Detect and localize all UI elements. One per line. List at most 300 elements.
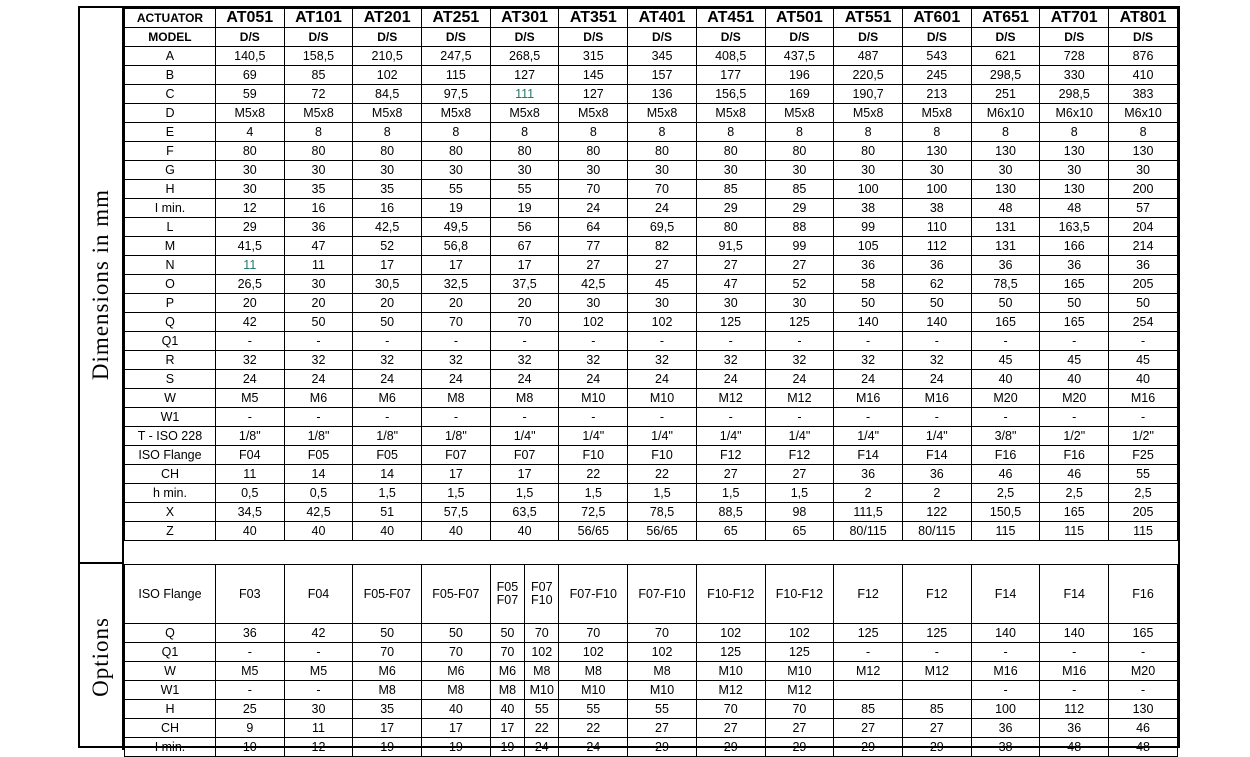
data-cell: 48 <box>971 199 1040 218</box>
data-cell: 2 <box>902 484 971 503</box>
data-cell: 27 <box>696 465 765 484</box>
data-cell: 30 <box>490 161 559 180</box>
data-cell: 72,5 <box>559 503 628 522</box>
data-cell: 62 <box>902 275 971 294</box>
data-cell: M5x8 <box>422 104 491 123</box>
data-cell: 57 <box>1109 199 1178 218</box>
model-type-cell: D/S <box>1040 28 1109 47</box>
data-cell: 29 <box>765 199 834 218</box>
data-cell: 19 <box>422 199 491 218</box>
data-cell: 24 <box>628 199 697 218</box>
data-cell: 45 <box>1040 351 1109 370</box>
data-cell: 196 <box>765 66 834 85</box>
data-cell: 50 <box>1109 294 1178 313</box>
data-cell: 30 <box>696 161 765 180</box>
data-cell: - <box>284 332 353 351</box>
table-row <box>125 123 1178 142</box>
data-cell: M10 <box>696 662 765 681</box>
data-cell: - <box>353 332 422 351</box>
data-cell: 30 <box>628 161 697 180</box>
column-header-at401: AT401 <box>628 9 697 28</box>
data-cell: - <box>1040 681 1109 700</box>
data-cell: 55 <box>422 180 491 199</box>
column-header-at701: AT701 <box>1040 9 1109 28</box>
data-cell: M5x8 <box>490 104 559 123</box>
data-cell: M16 <box>971 662 1040 681</box>
data-cell: 130 <box>1040 142 1109 161</box>
data-cell: 17 <box>490 256 559 275</box>
data-cell: 26,5 <box>215 275 284 294</box>
row-label: X <box>125 503 216 522</box>
data-cell: 32 <box>490 351 559 370</box>
data-cell: 1/4" <box>902 427 971 446</box>
data-cell: - <box>284 643 353 662</box>
data-cell: F07 F10 <box>525 565 559 623</box>
data-cell: 3/8" <box>971 427 1040 446</box>
data-cell: 8 <box>696 123 765 142</box>
data-cell: - <box>765 408 834 427</box>
data-cell: 17 <box>353 256 422 275</box>
data-cell: M10 <box>559 389 628 408</box>
row-label: B <box>125 66 216 85</box>
data-cell: 115 <box>422 66 491 85</box>
model-type-cell: D/S <box>422 28 491 47</box>
data-cell: 100 <box>971 700 1040 719</box>
data-cell: 190,7 <box>834 85 903 104</box>
data-cell: 40 <box>353 522 422 541</box>
data-cell: 200 <box>1109 180 1178 199</box>
data-cell: 111,5 <box>834 503 903 522</box>
data-cell: 29 <box>628 738 697 757</box>
data-cell: 55 <box>628 700 697 719</box>
data-cell: 70 <box>500 645 515 659</box>
data-cell: 80 <box>559 142 628 161</box>
data-cell: 102 <box>559 643 628 662</box>
data-cell: 8 <box>765 123 834 142</box>
data-cell: F10 <box>559 446 628 465</box>
data-cell: 16 <box>353 199 422 218</box>
data-cell: 140 <box>902 313 971 332</box>
data-cell: - <box>902 332 971 351</box>
data-cell: 22 <box>559 719 628 738</box>
table-row <box>125 465 1178 484</box>
data-cell: 125 <box>696 313 765 332</box>
data-cell: - <box>1109 332 1178 351</box>
data-cell: 408,5 <box>696 47 765 66</box>
data-cell: 268,5 <box>490 47 559 66</box>
data-cell: 8 <box>1109 123 1178 142</box>
data-cell: 30 <box>422 161 491 180</box>
row-label: Q <box>125 313 216 332</box>
data-cell: 30 <box>559 294 628 313</box>
data-cell: 110 <box>902 218 971 237</box>
data-cell <box>834 681 903 700</box>
data-cell: 42 <box>215 313 284 332</box>
data-cell: F16 <box>1109 565 1178 624</box>
data-cell: - <box>696 408 765 427</box>
data-cell: F05-F07 <box>422 565 491 624</box>
data-cell: 84,5 <box>353 85 422 104</box>
row-label: E <box>125 123 216 142</box>
data-cell: 50 <box>353 624 422 643</box>
data-cell: 19 <box>490 199 559 218</box>
data-cell: 131 <box>971 218 1040 237</box>
model-type-cell: D/S <box>628 28 697 47</box>
data-cell: 80/115 <box>902 522 971 541</box>
data-cell: 140 <box>1040 624 1109 643</box>
data-cell: 383 <box>1109 85 1178 104</box>
data-cell: 29 <box>902 738 971 757</box>
data-cell: 163,5 <box>1040 218 1109 237</box>
data-cell: 35 <box>353 180 422 199</box>
data-cell: 205 <box>1109 503 1178 522</box>
data-cell: 72 <box>284 85 353 104</box>
data-cell: 122 <box>902 503 971 522</box>
table-row <box>125 503 1178 522</box>
data-cell: F05 <box>284 446 353 465</box>
model-type-cell: D/S <box>353 28 422 47</box>
data-cell: 8 <box>353 123 422 142</box>
data-cell: 2 <box>834 484 903 503</box>
data-cell: 27 <box>834 719 903 738</box>
data-cell: 40 <box>215 522 284 541</box>
data-cell: 130 <box>902 142 971 161</box>
options-table-body <box>125 565 1178 757</box>
data-cell: F05 <box>353 446 422 465</box>
data-cell: 41,5 <box>215 237 284 256</box>
data-cell: 131 <box>971 237 1040 256</box>
data-cell: 24 <box>525 738 559 756</box>
data-cell: - <box>490 332 559 351</box>
data-cell: 80 <box>284 142 353 161</box>
data-cell: - <box>1040 643 1109 662</box>
data-cell: 55 <box>559 700 628 719</box>
data-cell: 1,5 <box>353 484 422 503</box>
table-row <box>125 47 1178 66</box>
data-cell: M16 <box>902 389 971 408</box>
data-cell: 9 <box>215 719 284 738</box>
row-label: T - ISO 228 <box>125 427 216 446</box>
data-cell: 30 <box>353 161 422 180</box>
column-header-at501: AT501 <box>765 9 834 28</box>
data-cell: 19 <box>500 740 515 754</box>
row-label: W <box>125 662 216 681</box>
data-cell: 102 <box>559 313 628 332</box>
data-cell: 70 <box>422 313 491 332</box>
data-cell: F25 <box>1109 446 1178 465</box>
table-row <box>125 662 1178 681</box>
data-cell: M5x8 <box>353 104 422 123</box>
data-cell: 298,5 <box>971 66 1040 85</box>
data-cell: 91,5 <box>696 237 765 256</box>
data-cell: 130 <box>1040 180 1109 199</box>
data-cell: 130 <box>1109 142 1178 161</box>
data-cell: - <box>696 332 765 351</box>
data-cell: 65 <box>765 522 834 541</box>
data-cell: 130 <box>971 180 1040 199</box>
data-cell: 20 <box>215 294 284 313</box>
data-cell: M6 <box>353 389 422 408</box>
header-model: MODEL <box>125 28 216 47</box>
table-row <box>125 370 1178 389</box>
data-cell: 38 <box>971 738 1040 757</box>
data-cell: 49,5 <box>422 218 491 237</box>
table-row <box>125 700 1178 719</box>
data-cell: 102 <box>628 643 697 662</box>
data-cell: 2,5 <box>1040 484 1109 503</box>
data-cell: M5x8 <box>284 104 353 123</box>
data-cell: 55 <box>525 700 559 718</box>
row-label: G <box>125 161 216 180</box>
data-cell: 115 <box>1109 522 1178 541</box>
data-cell: - <box>902 643 971 662</box>
data-cell: 35 <box>353 700 422 719</box>
data-cell: 70 <box>559 624 628 643</box>
data-cell: 40 <box>284 522 353 541</box>
data-cell: 24 <box>628 370 697 389</box>
data-cell: 1/4" <box>628 427 697 446</box>
data-cell: 125 <box>765 643 834 662</box>
section-label-dimensions <box>80 8 124 564</box>
data-cell: 20 <box>490 294 559 313</box>
row-label: Z <box>125 522 216 541</box>
data-cell: 8 <box>834 123 903 142</box>
data-cell: 29 <box>696 738 765 757</box>
row-label: L <box>125 218 216 237</box>
data-cell: 80 <box>696 142 765 161</box>
data-cell: 52 <box>353 237 422 256</box>
data-cell: 80 <box>696 218 765 237</box>
data-cell: F04 <box>215 446 284 465</box>
data-cell: 251 <box>971 85 1040 104</box>
data-cell: M5x8 <box>628 104 697 123</box>
table-row <box>125 681 1178 700</box>
data-cell: 32 <box>765 351 834 370</box>
data-cell: M8 <box>525 662 559 680</box>
data-cell: M10 <box>525 681 559 699</box>
data-cell: 2,5 <box>1109 484 1178 503</box>
data-cell: - <box>422 332 491 351</box>
data-cell: 30 <box>628 294 697 313</box>
data-cell: 1/2" <box>1040 427 1109 446</box>
data-cell: F16 <box>971 446 1040 465</box>
data-cell: 105 <box>834 237 903 256</box>
model-type-cell: D/S <box>902 28 971 47</box>
data-cell: - <box>834 643 903 662</box>
data-cell: 64 <box>559 218 628 237</box>
data-cell: 30 <box>902 161 971 180</box>
row-label: C <box>125 85 216 104</box>
data-cell: - <box>284 681 353 700</box>
data-cell: 88,5 <box>696 503 765 522</box>
data-cell: 30 <box>284 275 353 294</box>
data-cell: 36 <box>902 465 971 484</box>
row-label: R <box>125 351 216 370</box>
data-cell: M12 <box>696 389 765 408</box>
data-cell: 42,5 <box>284 503 353 522</box>
column-header-at051: AT051 <box>215 9 284 28</box>
split-data-cell <box>490 662 559 681</box>
data-cell: M12 <box>902 662 971 681</box>
data-cell: 315 <box>559 47 628 66</box>
model-type-cell: D/S <box>559 28 628 47</box>
data-cell: 17 <box>422 719 491 738</box>
data-cell: 8 <box>628 123 697 142</box>
data-cell: 65 <box>696 522 765 541</box>
data-cell: M12 <box>765 389 834 408</box>
row-label: ISO Flange <box>125 446 216 465</box>
data-cell: 345 <box>628 47 697 66</box>
data-cell: 166 <box>1040 237 1109 256</box>
row-label: Q1 <box>125 332 216 351</box>
data-cell: 140 <box>971 624 1040 643</box>
data-cell: M6 <box>422 662 491 681</box>
data-cell: 410 <box>1109 66 1178 85</box>
data-cell: 32 <box>215 351 284 370</box>
data-cell: - <box>1040 408 1109 427</box>
data-cell: M6x10 <box>971 104 1040 123</box>
column-header-at651: AT651 <box>971 9 1040 28</box>
data-cell: 32 <box>834 351 903 370</box>
table-header-row-model <box>125 28 1178 47</box>
data-cell: 36 <box>971 719 1040 738</box>
data-cell: M5x8 <box>765 104 834 123</box>
section-label-options <box>80 564 124 750</box>
data-cell: M5x8 <box>559 104 628 123</box>
data-cell: - <box>215 332 284 351</box>
data-cell: 32 <box>422 351 491 370</box>
model-type-cell: D/S <box>834 28 903 47</box>
data-cell: 12 <box>284 738 353 757</box>
column-header-at251: AT251 <box>422 9 491 28</box>
data-cell: 50 <box>971 294 1040 313</box>
data-cell: 115 <box>971 522 1040 541</box>
data-cell: F12 <box>696 446 765 465</box>
data-cell: 40 <box>1109 370 1178 389</box>
data-cell: 14 <box>284 465 353 484</box>
column-header-at551: AT551 <box>834 9 903 28</box>
data-cell: 205 <box>1109 275 1178 294</box>
data-cell: 27 <box>765 719 834 738</box>
data-cell: 330 <box>1040 66 1109 85</box>
options-label-text: Options <box>88 617 113 697</box>
data-cell: 140 <box>834 313 903 332</box>
data-cell: 1,5 <box>765 484 834 503</box>
data-cell: 16 <box>284 199 353 218</box>
data-cell: 85 <box>834 700 903 719</box>
data-cell: 102 <box>525 643 559 661</box>
table-row <box>125 643 1178 662</box>
data-cell: 70 <box>422 643 491 662</box>
data-cell: 36 <box>1040 256 1109 275</box>
data-cell: 8 <box>971 123 1040 142</box>
data-cell: F12 <box>834 565 903 624</box>
data-cell: 36 <box>215 624 284 643</box>
data-cell: 85 <box>284 66 353 85</box>
data-cell: 19 <box>353 738 422 757</box>
data-cell: 8 <box>422 123 491 142</box>
data-cell: F07 <box>490 446 559 465</box>
data-cell: 52 <box>765 275 834 294</box>
data-cell: - <box>1109 408 1178 427</box>
data-cell: 102 <box>696 624 765 643</box>
data-cell: 115 <box>1040 522 1109 541</box>
table-frame <box>78 6 1180 754</box>
data-cell: - <box>834 332 903 351</box>
data-cell: 67 <box>490 237 559 256</box>
data-cell: M10 <box>628 389 697 408</box>
row-label: M <box>125 237 216 256</box>
data-cell: 36 <box>902 256 971 275</box>
data-cell: 437,5 <box>765 47 834 66</box>
data-cell: M8 <box>628 662 697 681</box>
row-label: CH <box>125 465 216 484</box>
data-cell: 543 <box>902 47 971 66</box>
data-cell: F14 <box>902 446 971 465</box>
data-cell: 70 <box>353 643 422 662</box>
data-cell: 48 <box>1040 199 1109 218</box>
data-cell: 85 <box>765 180 834 199</box>
model-type-cell: D/S <box>971 28 1040 47</box>
data-cell: 46 <box>971 465 1040 484</box>
data-cell: 45 <box>1109 351 1178 370</box>
data-cell: 11 <box>284 719 353 738</box>
data-cell: 70 <box>559 180 628 199</box>
data-cell: M20 <box>971 389 1040 408</box>
split-data-cell <box>490 700 559 719</box>
data-cell: 24 <box>284 370 353 389</box>
model-type-cell: D/S <box>284 28 353 47</box>
table-row <box>125 199 1178 218</box>
data-cell: 80 <box>353 142 422 161</box>
data-cell: 487 <box>834 47 903 66</box>
data-cell: 45 <box>628 275 697 294</box>
model-type-cell: D/S <box>215 28 284 47</box>
data-cell: 38 <box>834 199 903 218</box>
data-cell: 80 <box>490 142 559 161</box>
data-cell: 30 <box>284 161 353 180</box>
data-cell: 140,5 <box>215 47 284 66</box>
data-cell: F12 <box>765 446 834 465</box>
data-cell: 50 <box>422 624 491 643</box>
data-cell: 42,5 <box>353 218 422 237</box>
data-cell: M20 <box>1040 389 1109 408</box>
data-cell: 27 <box>559 256 628 275</box>
table-row <box>125 85 1178 104</box>
data-cell: F10 <box>628 446 697 465</box>
data-cell: 1/2" <box>1109 427 1178 446</box>
data-cell: 136 <box>628 85 697 104</box>
data-cell: 30,5 <box>353 275 422 294</box>
data-cell: M10 <box>628 681 697 700</box>
data-cell: 50 <box>500 626 515 640</box>
data-cell: F05 F07 <box>496 579 519 607</box>
data-cell: 32,5 <box>422 275 491 294</box>
data-cell: F16 <box>1040 446 1109 465</box>
data-cell: 10 <box>215 738 284 757</box>
data-cell: 58 <box>834 275 903 294</box>
data-cell: 214 <box>1109 237 1178 256</box>
data-cell: F07-F10 <box>559 565 628 624</box>
table-row <box>125 66 1178 85</box>
data-cell: 34,5 <box>215 503 284 522</box>
data-cell: 24 <box>765 370 834 389</box>
data-cell: 247,5 <box>422 47 491 66</box>
data-cell: 204 <box>1109 218 1178 237</box>
data-cell: 1,5 <box>696 484 765 503</box>
data-cell: - <box>559 408 628 427</box>
data-cell: 621 <box>971 47 1040 66</box>
